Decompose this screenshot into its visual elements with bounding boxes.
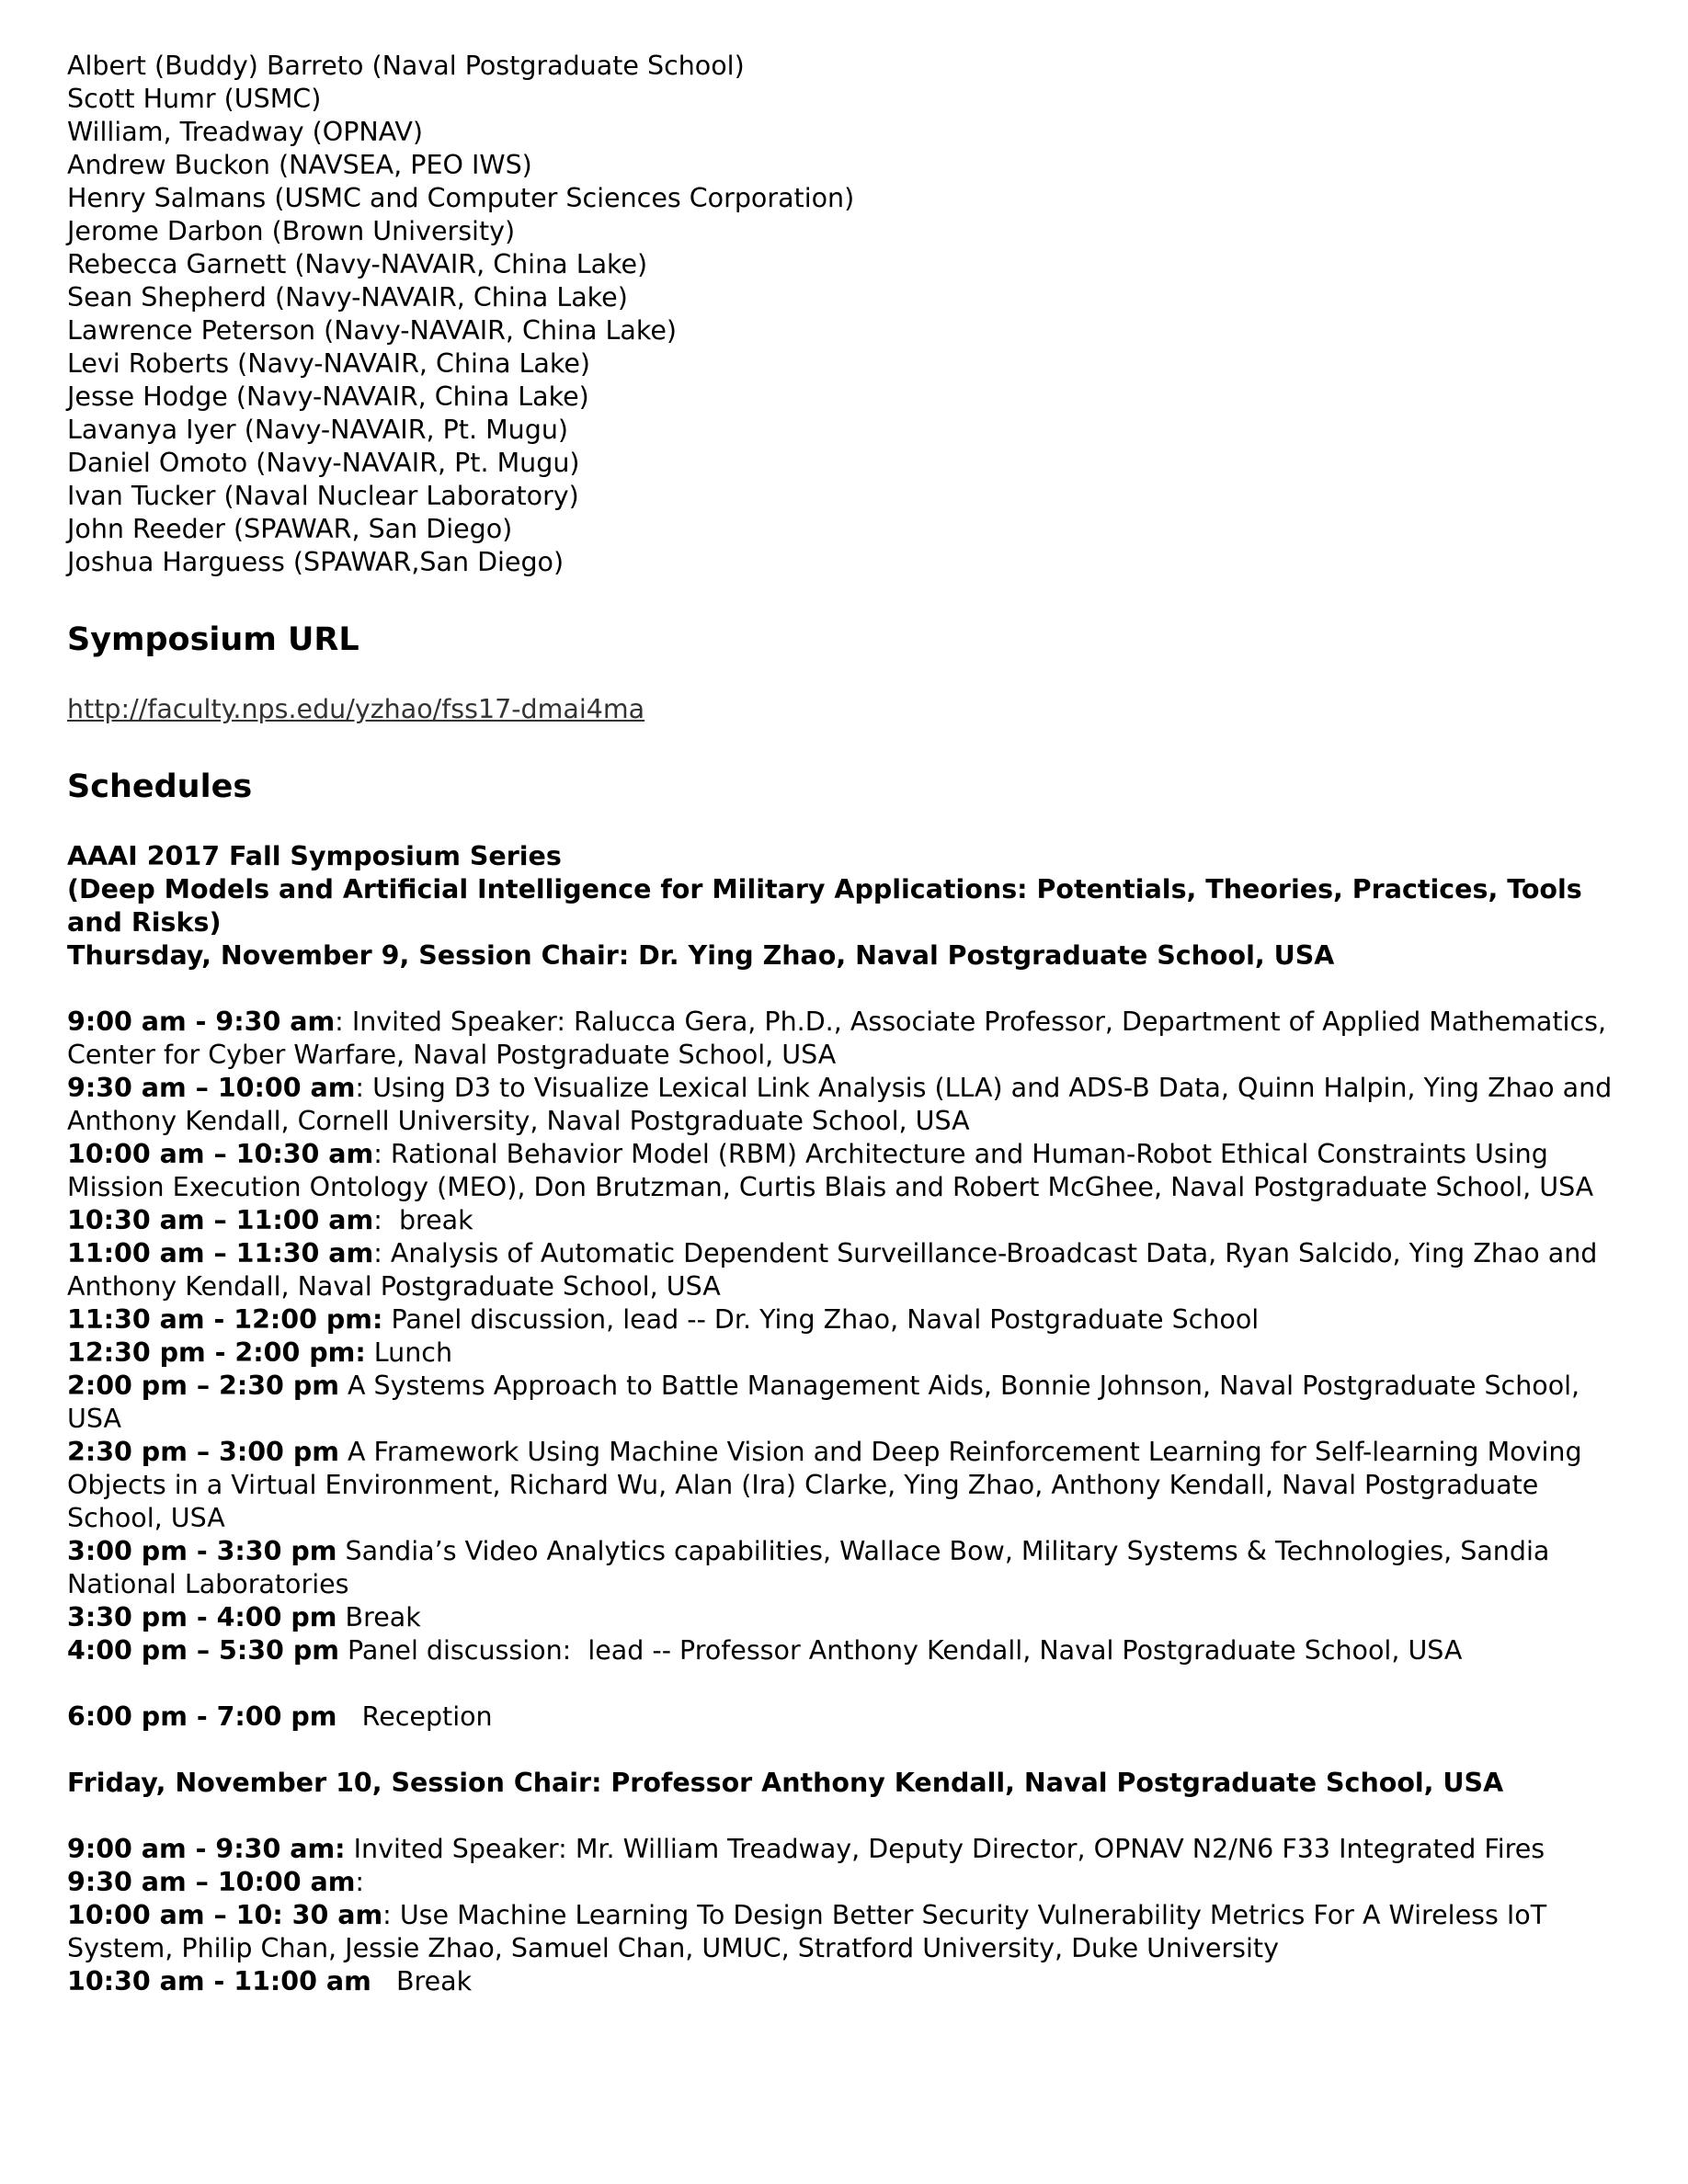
entry-text: Panel discussion, lead -- Dr. Ying Zhao, Naval Postgraduate School — [382, 1304, 1260, 1335]
schedule-entry — [67, 1303, 1630, 1337]
attendee-item: Daniel Omoto (Navy-NAVAIR, Pt. Mugu) — [67, 448, 580, 478]
attendee-item: Jesse Hodge (Navy-NAVAIR, China Lake) — [67, 381, 589, 412]
entry-time: 3:30 pm - 4:00 pm — [67, 1602, 337, 1632]
schedule-entry — [67, 1006, 1630, 1072]
attendee-item: Lavanya Iyer (Navy-NAVAIR, Pt. Mugu) — [67, 415, 569, 445]
entry-time: 11:00 am – 11:30 am — [67, 1238, 374, 1268]
schedule-entry — [67, 1601, 1630, 1634]
entry-text: Break — [371, 1966, 473, 1996]
entry-text: A Systems Approach to Battle Management Aids, Bonnie Johnson, Naval Postgraduate School, USA — [67, 1371, 1580, 1434]
attendee-item: Sean Shepherd (Navy-NAVAIR, China Lake) — [67, 282, 628, 313]
entry-text: Panel discussion: lead -- Professor Anthony Kendall, Naval Postgraduate School, USA — [338, 1635, 1463, 1666]
attendee-item: Jerome Darbon (Brown University) — [67, 216, 516, 246]
entry-time: 10:00 am – 10: 30 am — [67, 1900, 383, 1930]
day1-schedule — [67, 1006, 1630, 1667]
entry-text: Lunch — [365, 1337, 453, 1368]
attendee-item: Joshua Harguess (SPAWAR,San Diego) — [67, 547, 565, 577]
entry-time: 10:30 am - 11:00 am — [67, 1966, 371, 1996]
symposium-url-link[interactable]: http://faculty.nps.edu/yzhao/fss17-dmai4ma — [67, 694, 645, 724]
series-title: AAAI 2017 Fall Symposium Series — [67, 841, 562, 871]
entry-time: 9:00 am - 9:30 am: — [67, 1834, 346, 1864]
symposium-url-heading: Symposium URL — [67, 621, 359, 658]
schedule-entry — [67, 1899, 1630, 1965]
day2-header: Friday, November 10, Session Chair: Professor Anthony Kendall, Naval Postgraduate School, USA — [67, 1768, 1504, 1798]
day2-schedule — [67, 1833, 1630, 1998]
attendee-item: John Reeder (SPAWAR, San Diego) — [67, 514, 513, 544]
entry-text: Reception — [336, 1701, 493, 1732]
entry-text: Break — [336, 1602, 421, 1632]
attendee-item: Henry Salmans (USMC and Computer Sciences Corporation) — [67, 183, 855, 213]
attendee-item: Albert (Buddy) Barreto (Naval Postgraduate School) — [67, 51, 745, 81]
schedule-entry — [67, 1833, 1630, 1866]
entry-text: : — [355, 1867, 365, 1897]
schedule-entry — [67, 1436, 1630, 1535]
symposium-title: (Deep Models and Artificial Intelligence for Military Applications: Potentials, Theories, Practices, Tools and Risks) — [67, 874, 1582, 938]
entry-text: : Analysis of Automatic Dependent Surveillance-Broadcast Data, Ryan Salcido, Ying Zhao and Anthony Kendall, Naval Postgraduate School, USA — [67, 1238, 1598, 1302]
schedule-entry — [67, 1337, 1630, 1370]
attendee-item: Scott Humr (USMC) — [67, 84, 322, 114]
attendee-item: Levi Roberts (Navy-NAVAIR, China Lake) — [67, 348, 590, 379]
entry-time: 10:30 am – 11:00 am — [67, 1205, 374, 1235]
entry-time: 6:00 pm - 7:00 pm — [67, 1701, 337, 1732]
entry-time: 2:00 pm – 2:30 pm — [67, 1371, 339, 1401]
document-page — [67, 50, 1630, 1998]
entry-text: : Rational Behavior Model (RBM) Architecture and Human-Robot Ethical Constraints Using Mission Execution Ontology (MEO), Don Brutzman, Curtis Blais and Robert McGhee, Naval Postgraduate School, USA — [67, 1139, 1594, 1202]
entry-text: : Using D3 to Visualize Lexical Link Analysis (LLA) and ADS-B Data, Quinn Halpin, Ying Zhao and Anthony Kendall, Cornell University, Naval Postgraduate School, USA — [67, 1073, 1613, 1136]
entry-text: Invited Speaker: Mr. William Treadway, Deputy Director, OPNAV N2/N6 F33 Integrated Fires — [345, 1834, 1545, 1864]
schedule-entry — [67, 1965, 1630, 1998]
entry-text: : break — [373, 1205, 473, 1235]
attendee-item: Ivan Tucker (Naval Nuclear Laboratory) — [67, 481, 579, 511]
schedule-entry — [67, 1866, 1630, 1899]
entry-time: 9:00 am - 9:30 am — [67, 1007, 336, 1037]
schedule-entry — [67, 1535, 1630, 1601]
entry-time: 9:30 am – 10:00 am — [67, 1867, 356, 1897]
schedule-entry — [67, 1204, 1630, 1237]
day1-header: Thursday, November 9, Session Chair: Dr. Ying Zhao, Naval Postgraduate School, USA — [67, 940, 1335, 971]
schedule-entry — [67, 1072, 1630, 1138]
schedule-entry — [67, 1138, 1630, 1204]
entry-time: 3:00 pm - 3:30 pm — [67, 1536, 337, 1566]
attendee-list — [67, 50, 1630, 579]
reception-entry — [67, 1701, 1630, 1734]
schedules-heading: Schedules — [67, 768, 253, 805]
attendee-item: Lawrence Peterson (Navy-NAVAIR, China Lake) — [67, 315, 678, 346]
entry-time: 2:30 pm – 3:00 pm — [67, 1437, 339, 1467]
entry-time: 9:30 am – 10:00 am — [67, 1073, 356, 1103]
entry-text: : Use Machine Learning To Design Better Security Vulnerability Metrics For A Wireless IoT System, Philip Chan, Jessie Zhao, Samuel Chan, UMUC, Stratford University, Duke University — [67, 1900, 1547, 1963]
schedule-entry — [67, 1634, 1630, 1667]
entry-time: 4:00 pm – 5:30 pm — [67, 1635, 339, 1666]
entry-text: Sandia’s Video Analytics capabilities, Wallace Bow, Military Systems & Technologies, Sandia National Laboratories — [67, 1536, 1550, 1599]
schedule-entry — [67, 1370, 1630, 1436]
entry-time: 10:00 am – 10:30 am — [67, 1139, 374, 1169]
entry-text: : Invited Speaker: Ralucca Gera, Ph.D., Associate Professor, Department of Applied Mathematics, Center for Cyber Warfare, Naval Postgraduate School, USA — [67, 1007, 1607, 1070]
attendee-item: William, Treadway (OPNAV) — [67, 117, 424, 147]
entry-text: A Framework Using Machine Vision and Deep Reinforcement Learning for Self-learning Moving Objects in a Virtual Environment, Richard Wu, Alan (Ira) Clarke, Ying Zhao, Anthony Kendall, Naval Postgraduate School, USA — [67, 1437, 1582, 1533]
entry-time: 12:30 pm - 2:00 pm: — [67, 1337, 366, 1368]
attendee-item: Andrew Buckon (NAVSEA, PEO IWS) — [67, 150, 532, 180]
attendee-item: Rebecca Garnett (Navy-NAVAIR, China Lake) — [67, 249, 648, 279]
schedule-entry — [67, 1237, 1630, 1303]
entry-time: 11:30 am - 12:00 pm: — [67, 1304, 383, 1335]
